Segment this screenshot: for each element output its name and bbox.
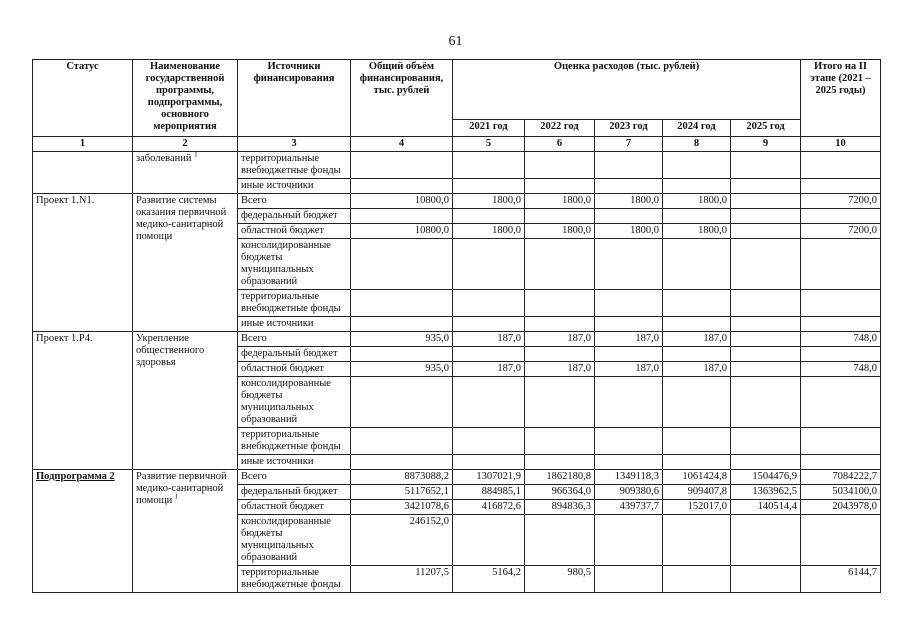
cell-source: федеральный бюджет — [238, 209, 351, 224]
cell-y2021 — [453, 455, 525, 470]
cell-y2025: 1504476,9 — [731, 470, 801, 485]
cell-y2021 — [453, 209, 525, 224]
cell-source: иные источники — [238, 179, 351, 194]
cell-total — [351, 377, 453, 428]
col-number: 1 — [33, 137, 133, 152]
cell-itogo — [801, 209, 881, 224]
cell-y2022 — [525, 317, 595, 332]
cell-y2024 — [663, 152, 731, 179]
cell-y2023 — [595, 152, 663, 179]
cell-y2022: 894836,3 — [525, 500, 595, 515]
cell-total: 935,0 — [351, 332, 453, 347]
cell-y2025 — [731, 224, 801, 239]
header-year-2021: 2021 год — [453, 120, 525, 137]
cell-total: 246152,0 — [351, 515, 453, 566]
table-row — [33, 194, 881, 209]
cell-y2024 — [663, 179, 731, 194]
row-status — [33, 152, 133, 194]
table-row — [33, 152, 881, 179]
cell-y2022 — [525, 290, 595, 317]
page-number: 61 — [448, 34, 463, 49]
cell-source: федеральный бюджет — [238, 347, 351, 362]
cell-y2022 — [525, 428, 595, 455]
cell-y2025 — [731, 377, 801, 428]
cell-total: 10800,0 — [351, 194, 453, 209]
cell-y2024 — [663, 239, 731, 290]
table-body — [33, 152, 881, 593]
col-number: 7 — [595, 137, 663, 152]
cell-y2021 — [453, 239, 525, 290]
cell-y2024 — [663, 455, 731, 470]
program-name-text: Развитие первичной медико-санитарной помощи — [136, 471, 227, 506]
cell-y2024 — [663, 209, 731, 224]
row-status — [33, 332, 133, 470]
cell-y2023 — [595, 179, 663, 194]
cell-total: 8873088,2 — [351, 470, 453, 485]
cell-source: территориальные внебюджетные фонды — [238, 152, 351, 179]
cell-total: 10800,0 — [351, 224, 453, 239]
cell-y2021 — [453, 428, 525, 455]
cell-total — [351, 239, 453, 290]
cell-total: 3421078,6 — [351, 500, 453, 515]
cell-y2024: 1800,0 — [663, 224, 731, 239]
cell-source: территориальные внебюджетные фонды — [238, 290, 351, 317]
footnote-mark: 1 — [174, 492, 179, 501]
col-number: 4 — [351, 137, 453, 152]
cell-y2024 — [663, 428, 731, 455]
cell-y2025: 1363962,5 — [731, 485, 801, 500]
col-number: 9 — [731, 137, 801, 152]
status-text: Проект 1.P4. — [36, 333, 93, 344]
cell-y2022 — [525, 377, 595, 428]
cell-itogo: 6144,7 — [801, 566, 881, 593]
cell-total — [351, 347, 453, 362]
cell-source: территориальные внебюджетные фонды — [238, 566, 351, 593]
status-text: Проект 1.N1. — [36, 195, 95, 206]
cell-y2022 — [525, 455, 595, 470]
cell-y2023: 909380,6 — [595, 485, 663, 500]
cell-itogo — [801, 239, 881, 290]
row-program-name — [133, 332, 238, 470]
cell-y2023: 187,0 — [595, 362, 663, 377]
row-program-name — [133, 194, 238, 332]
cell-y2023: 1800,0 — [595, 224, 663, 239]
header-estimate: Оценка расходов (тыс. рублей) — [453, 60, 801, 120]
cell-y2024 — [663, 515, 731, 566]
cell-y2021: 884985,1 — [453, 485, 525, 500]
cell-y2022: 980,5 — [525, 566, 595, 593]
cell-y2023 — [595, 239, 663, 290]
cell-y2022: 1800,0 — [525, 224, 595, 239]
cell-y2024: 152017,0 — [663, 500, 731, 515]
cell-y2025 — [731, 362, 801, 377]
cell-source: Всего — [238, 194, 351, 209]
cell-itogo — [801, 515, 881, 566]
header-status: Статус — [33, 60, 133, 137]
cell-y2024 — [663, 377, 731, 428]
header-year-2023: 2023 год — [595, 120, 663, 137]
cell-y2023 — [595, 515, 663, 566]
status-text: Подпрограмма 2 — [36, 471, 115, 482]
row-program-name — [133, 152, 238, 194]
cell-total — [351, 290, 453, 317]
cell-y2025 — [731, 239, 801, 290]
cell-y2021 — [453, 377, 525, 428]
cell-y2022 — [525, 239, 595, 290]
header-total-volume: Общий объём финансирования, тыс. рублей — [351, 60, 453, 137]
table-header — [33, 60, 881, 152]
footnote-mark: 1 — [194, 151, 198, 159]
cell-itogo — [801, 179, 881, 194]
cell-y2025 — [731, 428, 801, 455]
cell-y2022 — [525, 347, 595, 362]
cell-y2023: 1349118,3 — [595, 470, 663, 485]
cell-y2021 — [453, 515, 525, 566]
cell-itogo — [801, 152, 881, 179]
cell-source: федеральный бюджет — [238, 485, 351, 500]
cell-itogo: 7200,0 — [801, 194, 881, 209]
cell-y2022 — [525, 515, 595, 566]
cell-itogo: 748,0 — [801, 332, 881, 347]
col-number: 3 — [238, 137, 351, 152]
cell-source: областной бюджет — [238, 500, 351, 515]
cell-y2025 — [731, 290, 801, 317]
cell-y2022: 1862180,8 — [525, 470, 595, 485]
cell-y2021 — [453, 347, 525, 362]
cell-y2025 — [731, 332, 801, 347]
cell-y2022 — [525, 152, 595, 179]
cell-y2024: 1800,0 — [663, 194, 731, 209]
cell-y2021: 1307021,9 — [453, 470, 525, 485]
cell-y2024: 909407,8 — [663, 485, 731, 500]
cell-itogo: 7084222,7 — [801, 470, 881, 485]
cell-y2023 — [595, 377, 663, 428]
header-year-2025: 2025 год — [731, 120, 801, 137]
header-total-stage: Итого на II этапе (2021 – 2025 годы) — [801, 60, 881, 137]
cell-y2023 — [595, 455, 663, 470]
cell-total — [351, 455, 453, 470]
cell-y2025 — [731, 179, 801, 194]
cell-itogo: 2043978,0 — [801, 500, 881, 515]
header-program-name: Наименование государственной программы, подпрограммы, основного мероприятия — [133, 60, 238, 137]
col-number: 10 — [801, 137, 881, 152]
cell-y2022 — [525, 209, 595, 224]
cell-y2023 — [595, 317, 663, 332]
cell-total — [351, 152, 453, 179]
cell-y2022: 187,0 — [525, 362, 595, 377]
cell-y2022: 966364,0 — [525, 485, 595, 500]
header-year-2024: 2024 год — [663, 120, 731, 137]
cell-itogo — [801, 455, 881, 470]
cell-y2023 — [595, 209, 663, 224]
cell-y2025 — [731, 455, 801, 470]
cell-itogo: 748,0 — [801, 362, 881, 377]
col-number: 5 — [453, 137, 525, 152]
cell-y2022: 187,0 — [525, 332, 595, 347]
cell-source: территориальные внебюджетные фонды — [238, 428, 351, 455]
cell-y2023: 1800,0 — [595, 194, 663, 209]
cell-y2021 — [453, 290, 525, 317]
cell-source: иные источники — [238, 455, 351, 470]
cell-y2025 — [731, 152, 801, 179]
cell-y2025 — [731, 194, 801, 209]
cell-y2023 — [595, 290, 663, 317]
budget-table — [32, 59, 881, 593]
cell-y2024 — [663, 317, 731, 332]
col-number: 2 — [133, 137, 238, 152]
cell-y2025 — [731, 515, 801, 566]
cell-total: 5117652,1 — [351, 485, 453, 500]
cell-y2021: 416872,6 — [453, 500, 525, 515]
cell-y2024: 187,0 — [663, 332, 731, 347]
cell-y2025 — [731, 347, 801, 362]
cell-total — [351, 179, 453, 194]
cell-y2021: 187,0 — [453, 362, 525, 377]
cell-itogo: 7200,0 — [801, 224, 881, 239]
row-program-name — [133, 470, 238, 593]
col-number: 6 — [525, 137, 595, 152]
table-row — [33, 470, 881, 485]
program-name-text: Развитие системы оказания первичной медико-санитарной помощи — [136, 195, 227, 242]
cell-total — [351, 209, 453, 224]
cell-y2021: 1800,0 — [453, 224, 525, 239]
cell-source: консолидированные бюджеты муниципальных образований — [238, 239, 351, 290]
cell-source: иные источники — [238, 317, 351, 332]
cell-source: Всего — [238, 332, 351, 347]
cell-y2021: 1800,0 — [453, 194, 525, 209]
cell-y2023 — [595, 428, 663, 455]
cell-itogo — [801, 377, 881, 428]
cell-y2025 — [731, 317, 801, 332]
cell-y2025 — [731, 566, 801, 593]
cell-itogo — [801, 347, 881, 362]
cell-total: 11207,5 — [351, 566, 453, 593]
cell-total — [351, 428, 453, 455]
program-name-text: Укрепление общественного здоровья — [136, 333, 205, 368]
cell-y2023: 187,0 — [595, 332, 663, 347]
cell-y2024 — [663, 290, 731, 317]
cell-y2021 — [453, 152, 525, 179]
cell-source: областной бюджет — [238, 362, 351, 377]
cell-y2024: 1061424,8 — [663, 470, 731, 485]
cell-y2022 — [525, 179, 595, 194]
cell-y2024 — [663, 566, 731, 593]
col-number: 8 — [663, 137, 731, 152]
row-status — [33, 194, 133, 332]
cell-source: областной бюджет — [238, 224, 351, 239]
cell-y2023 — [595, 566, 663, 593]
cell-itogo: 5034100,0 — [801, 485, 881, 500]
cell-y2025: 140514,4 — [731, 500, 801, 515]
program-name-text: заболеваний — [136, 153, 192, 164]
cell-source: Всего — [238, 470, 351, 485]
cell-y2023: 439737,7 — [595, 500, 663, 515]
cell-total — [351, 317, 453, 332]
cell-y2021: 5164,2 — [453, 566, 525, 593]
header-sources: Источники финансирования — [238, 60, 351, 137]
cell-source: консолидированные бюджеты муниципальных образований — [238, 377, 351, 428]
cell-y2025 — [731, 209, 801, 224]
cell-y2021 — [453, 317, 525, 332]
cell-y2024 — [663, 347, 731, 362]
cell-total: 935,0 — [351, 362, 453, 377]
cell-y2023 — [595, 347, 663, 362]
cell-y2021: 187,0 — [453, 332, 525, 347]
cell-itogo — [801, 428, 881, 455]
table-row — [33, 332, 881, 347]
cell-y2024: 187,0 — [663, 362, 731, 377]
cell-itogo — [801, 290, 881, 317]
cell-y2022: 1800,0 — [525, 194, 595, 209]
cell-itogo — [801, 317, 881, 332]
row-status — [33, 470, 133, 593]
cell-y2021 — [453, 179, 525, 194]
header-year-2022: 2022 год — [525, 120, 595, 137]
cell-source: консолидированные бюджеты муниципальных образований — [238, 515, 351, 566]
